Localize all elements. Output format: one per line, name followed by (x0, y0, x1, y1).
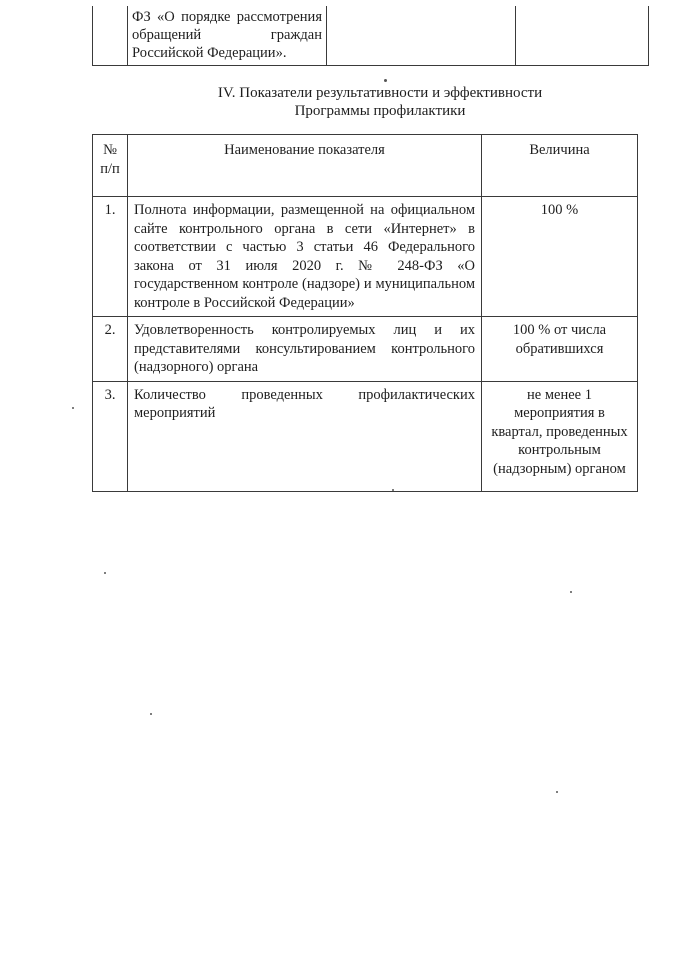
row-value: не менее 1 мероприятия в квартал, проведенных контрольным (надзорным) органом (482, 381, 638, 491)
row-number: 3. (93, 381, 128, 491)
continuation-text-line: Российской Федерации». (132, 45, 287, 61)
table-header-row (93, 135, 638, 197)
row-indicator-name: Полнота информации, размещенной на официальном сайте контрольного органа в сети «Интернет» в соответствии с частью 3 статьи 46 Федерального закона от 31 июля 2020 г. № 248-ФЗ «О государственном контроле (надзоре) и муниципальном контроле в Российской Федерации» (128, 197, 482, 317)
continuation-table (92, 6, 649, 66)
table-row (93, 381, 638, 491)
scan-speck (104, 572, 106, 574)
continuation-text-line: обращений граждан (132, 27, 322, 43)
scan-speck (556, 791, 558, 793)
header-number: № п/п (93, 135, 128, 197)
continuation-text-line: ФЗ «О порядке рассмотрения (132, 9, 322, 25)
scan-speck (150, 713, 152, 715)
table-cell (93, 6, 128, 66)
scan-speck (384, 79, 387, 82)
table-cell (516, 6, 649, 66)
scan-speck (570, 591, 572, 593)
scan-speck (392, 489, 394, 491)
table-cell (327, 6, 516, 66)
row-number: 1. (93, 197, 128, 317)
continuation-text-cell (128, 6, 327, 66)
header-value: Величина (482, 135, 638, 197)
table-row (93, 197, 638, 317)
section-title-line1: IV. Показатели результативности и эффективности (217, 85, 543, 101)
row-indicator-name: Удовлетворенность контролируемых лиц и их представителями консультированием контрольного (надзорного) органа (128, 317, 482, 382)
section-title-line2: Программы профилактики (294, 103, 466, 119)
table-row (93, 317, 638, 382)
row-value: 100 % (482, 197, 638, 317)
section-heading (150, 84, 610, 120)
row-indicator-name: Количество проведенных профилактических мероприятий (128, 381, 482, 491)
header-name: Наименование показателя (128, 135, 482, 197)
row-value: 100 % от числа обратившихся (482, 317, 638, 382)
row-number: 2. (93, 317, 128, 382)
scan-speck (72, 407, 74, 409)
table-row (93, 6, 649, 66)
indicators-table (92, 134, 638, 492)
